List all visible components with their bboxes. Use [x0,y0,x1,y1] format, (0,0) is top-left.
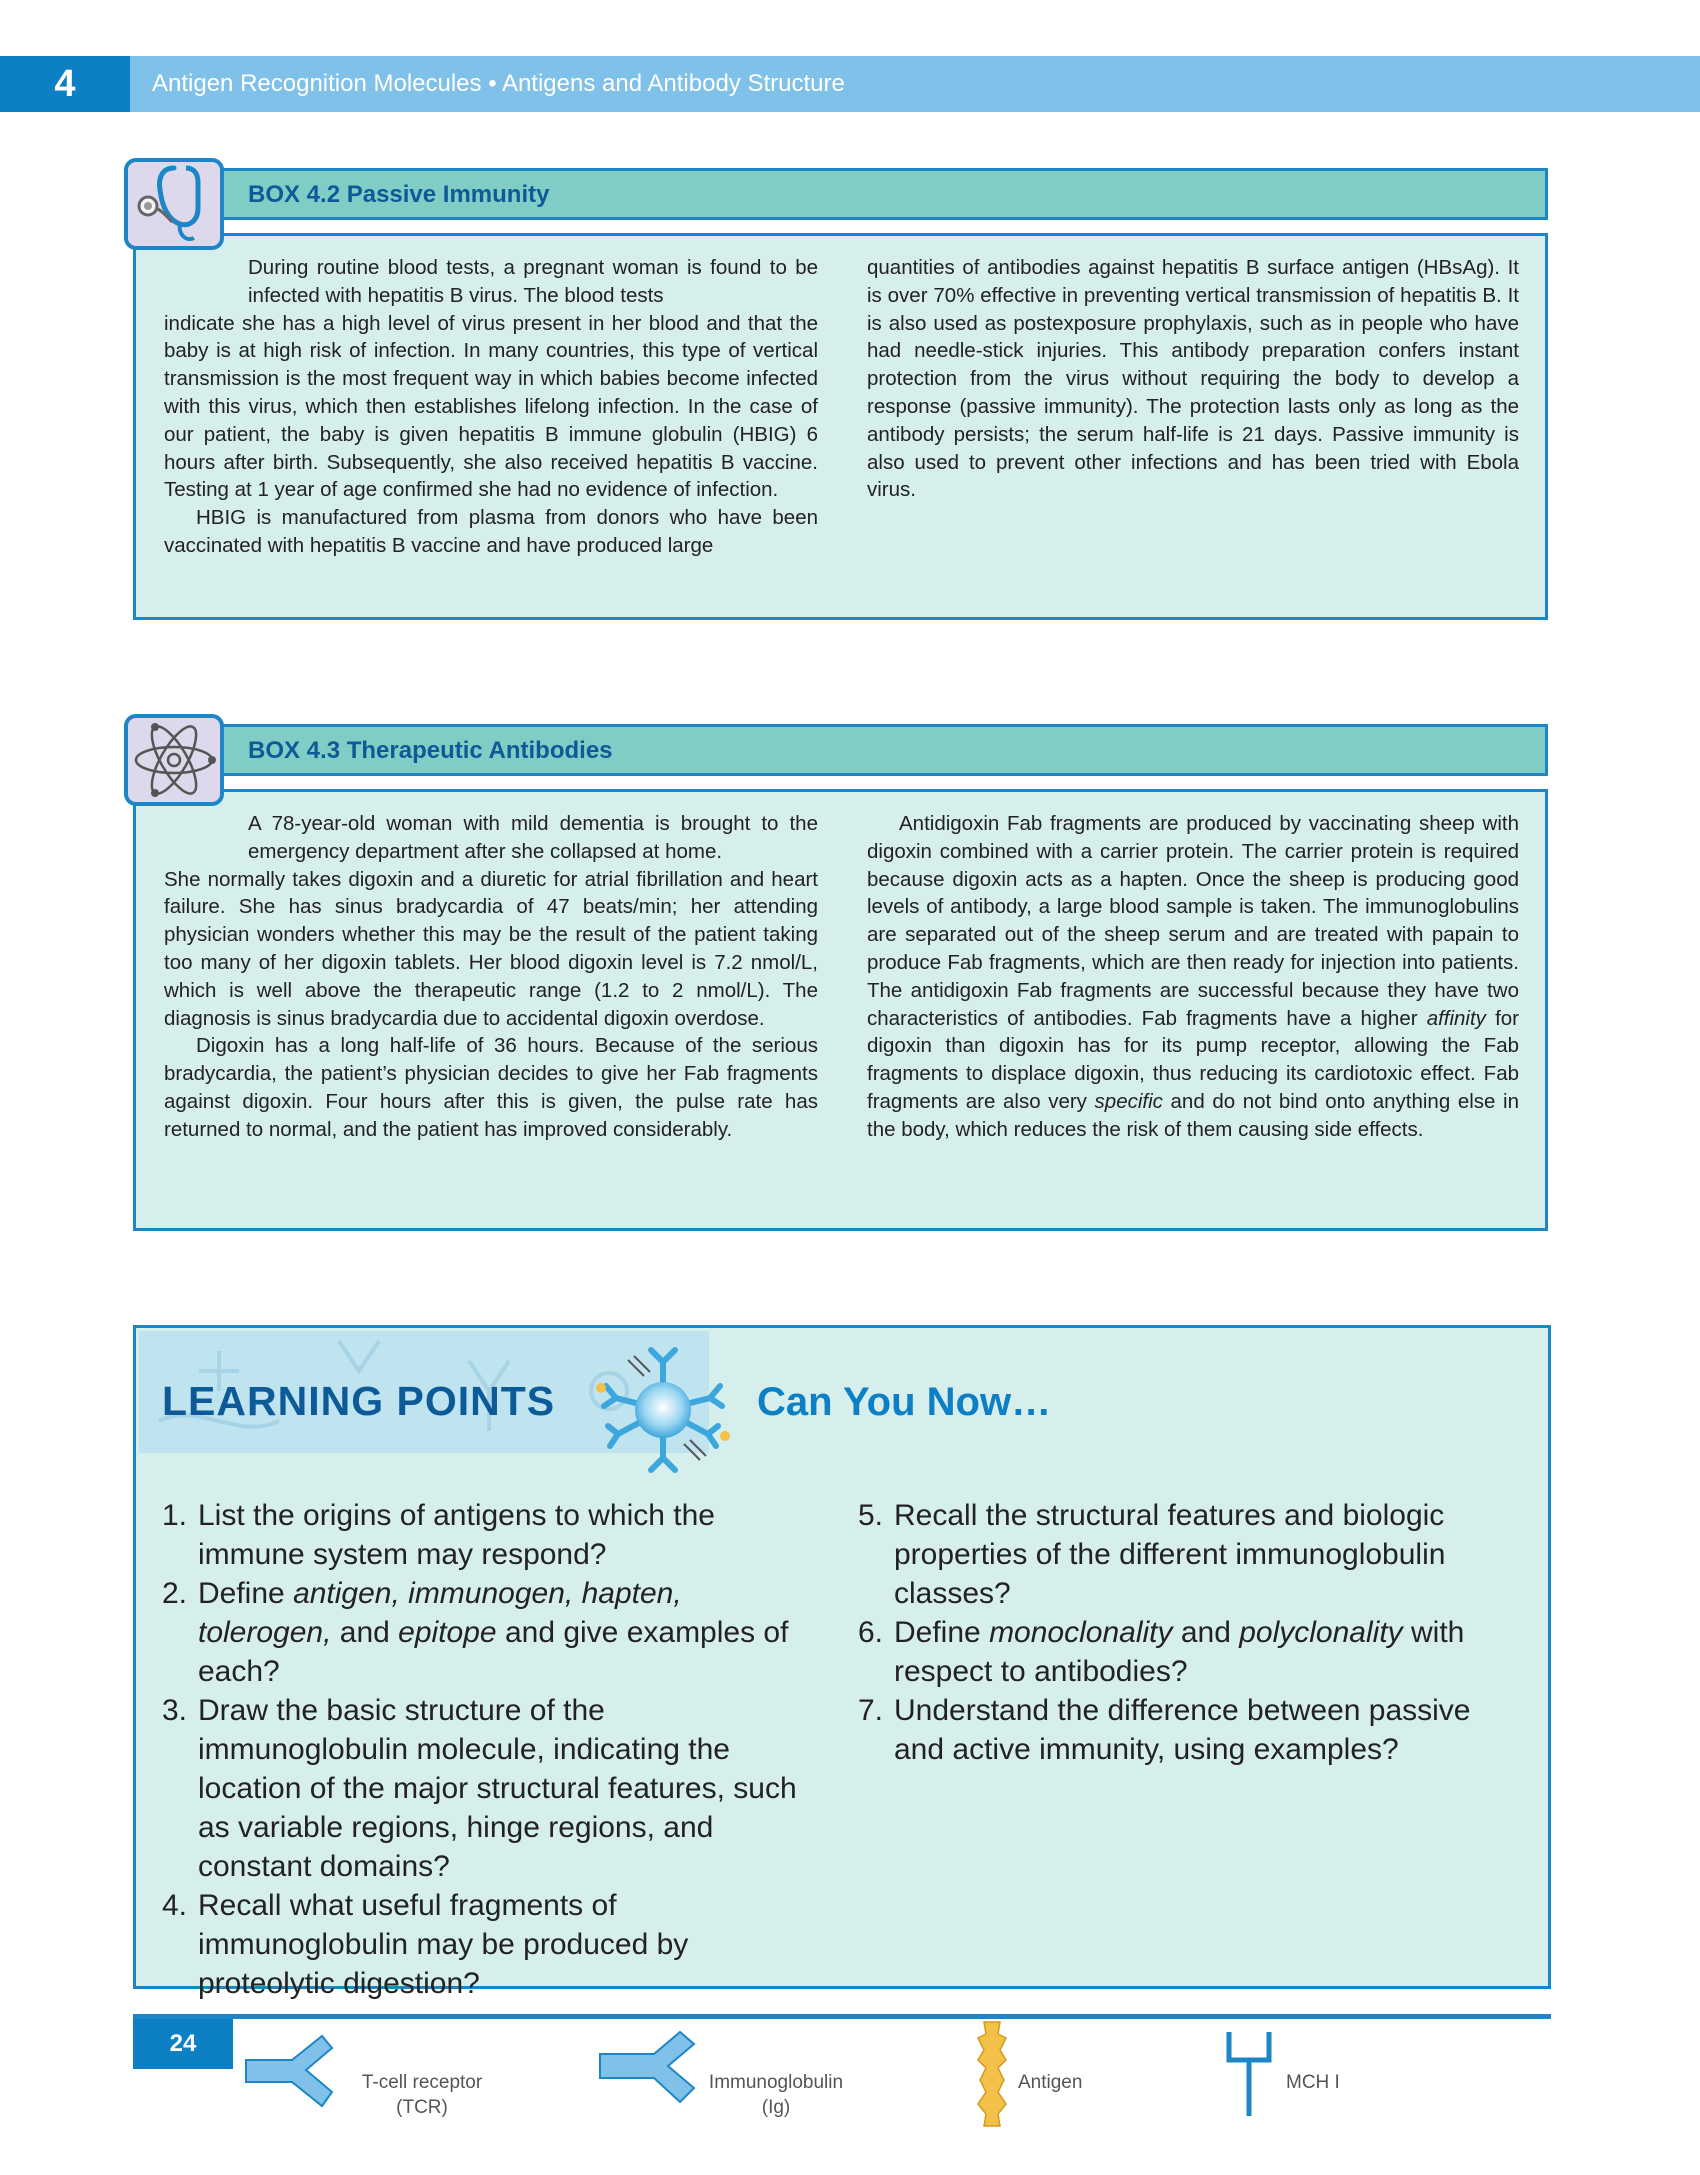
box-4-2-title-bar [192,168,1548,220]
item-term: polyclonality [1239,1616,1403,1649]
box-4-2-left-column [164,254,818,560]
list-item [162,1496,812,1574]
item-term: epitope [398,1616,497,1649]
box-4-3-title-bar [192,724,1548,776]
item-term: antigen, immunogen, hapten, tolerogen, [198,1577,682,1649]
legend-tcr-label [352,2070,492,2120]
item-text: and give examples of each? [198,1616,789,1688]
list-item [858,1691,1508,1769]
item-number: 4. [162,1889,188,1922]
item-text: and [1172,1616,1240,1649]
box-4-3-right-p1-part-a: Antidigoxin Fab fragments are produced by vaccinating sheep with digoxin combined with a carrier protein. The carrier protein is required because digoxin acts as a hapten. Once the sheep is producing good levels of antibody, a large blood sample is taken. The immunoglobulins are separated out of the sheep serum and are treated with papain to produce Fab fragments, which are then ready for injection into patients. The antidigoxin Fab fragments are successful because they have two characteristics of antibodies. Fab fragments have a higher [867,812,1519,1030]
chapter-number: 4 [0,56,130,112]
box-4-2-left-p1-rest: indicate she has a high level of virus present in her blood and that the baby is at high risk of infection. In many countries, this type of vertical transmission is the most frequent way in which babies become infected with this virus, which then establishes lifelong infection. In the case of our patient, the baby is given hepatitis B immune globulin (HBIG) 6 hours after birth. Subsequently, she also received hepatitis B vaccine. Testing at 1 year of age confirmed she had no evidence of infection. [164,311,818,502]
page-number: 24 [133,2019,233,2069]
footer-rule [133,2014,1551,2019]
running-title: Antigen Recognition Molecules • Antigens and Antibody Structure [152,70,845,97]
box-4-2-right-p1: quantities of antibodies against hepatitis B surface antigen (HBsAg). It is over 70% effective in preventing vertical transmission of hepatitis B. It is also used as postexposure prophylaxis, such as in people who have had needle-stick injuries. This antibody preparation confers instant protection from the virus without requiring the body to develop a response (passive immunity). The protection lasts only as long as the antibody persists; the serum half-life is 21 days. Passive immunity is also used to prevent other infections and has been tried with Ebola virus. [867,256,1519,502]
immune-cell-icon [588,1340,738,1480]
item-text: Define [198,1577,294,1610]
item-term: monoclonality [989,1616,1173,1649]
item-text: Draw the basic structure of the immunoglobulin molecule, indicating the location of the major structural features, such as variable regions, hinge regions, and constant domains? [198,1694,797,1883]
learning-points-list-right [858,1496,1508,1769]
box-4-2-left-p1-lead: During routine blood tests, a pregnant woman is found to be infected with hepatitis B virus. The blood tests [248,256,818,307]
item-text: Understand the difference between passive and active immunity, using examples? [894,1694,1471,1766]
legend-tcr-line1: T-cell receptor [361,2072,483,2093]
box-4-2-left-p1 [164,254,818,504]
box-4-2-right-column [867,254,1519,504]
legend-ig-line2: (Ig) [761,2097,791,2118]
box-4-3-right-p1-part-b: for digoxin than digoxin has for its pump receptor, allowing the Fab fragments to displace digoxin, thus reducing its cardiotoxic effect. Fab fragments are also very [867,1006,1519,1113]
item-number: 3. [162,1694,188,1727]
box-4-2-icon-frame [124,158,224,250]
item-number: 1. [162,1499,188,1532]
item-text: and [331,1616,399,1649]
box-4-3-left-p1-lead: A 78-year-old woman with mild dementia is brought to the emergency department after she collapsed at home. [248,812,818,863]
box-4-2-title: BOX 4.2 Passive Immunity [248,181,550,208]
box-4-3-left-p1 [164,810,818,1032]
box-4-3-left-p1-rest: She normally takes digoxin and a diuretic for atrial fibrillation and heart failure. She has sinus bradycardia of 47 beats/min; her attending physician wonders whether this may be the result of the patient taking too many of her digoxin tablets. Her blood digoxin level is 7.2 nmol/L, which is well above the therapeutic range (1.2 to 2 nmol/L). The diagnosis is sinus bradycardia due to accidental digoxin overdose. [164,867,818,1030]
tcr-legend-icon [244,2030,334,2120]
box-4-3-right-p1-part-c: and do not bind onto anything else in the body, which reduces the risk of them causing side effects. [867,1089,1519,1141]
affinity-term: affinity [1426,1006,1486,1030]
item-number: 5. [858,1499,884,1532]
item-number: 2. [162,1577,188,1610]
item-text: with respect to antibodies? [894,1616,1465,1688]
antigen-legend-icon [972,2020,1012,2128]
mhc-legend-icon [1224,2030,1274,2120]
legend-mhc-label: MCH I [1286,2072,1340,2093]
list-item [858,1496,1508,1613]
item-number: 6. [858,1616,884,1649]
learning-points-subheading: Can You Now… [757,1380,1052,1424]
box-4-3-right-column [867,810,1519,1144]
box-4-2-left-p2: HBIG is manufactured from plasma from donors who have been vaccinated with hepatitis B vaccine and have produced large [164,506,818,557]
legend-ig-label [706,2070,846,2120]
box-4-3-left-column [164,810,818,1144]
item-text: List the origins of antigens to which the immune system may respond? [198,1499,715,1571]
list-item [162,1886,812,2003]
item-number: 7. [858,1694,884,1727]
legend-ig-line1: Immunoglobulin [708,2072,844,2093]
learning-points-list-left [162,1496,812,2003]
item-text: Recall the structural features and biologic properties of the different immunoglobulin classes? [894,1499,1446,1610]
list-item [162,1691,812,1886]
list-item [858,1613,1508,1691]
specific-term: specific [1094,1089,1163,1113]
box-4-3-left-p2: Digoxin has a long half-life of 36 hours. Because of the serious bradycardia, the patient’s physician decides to give her Fab fragments against digoxin. Four hours after this is given, the pulse rate has returned to normal, and the patient has improved considerably. [164,1034,818,1141]
item-text: Define [894,1616,990,1649]
immunoglobulin-legend-icon [598,2030,698,2110]
atom-icon [128,718,220,802]
stethoscope-icon [128,162,220,246]
list-item [162,1574,812,1691]
box-4-3-icon-frame [124,714,224,806]
legend-tcr-line2: (TCR) [396,2097,448,2118]
legend-antigen-label: Antigen [1018,2072,1083,2093]
item-text: Recall what useful fragments of immunoglobulin may be produced by proteolytic digestion? [198,1889,689,2000]
box-4-3-title: BOX 4.3 Therapeutic Antibodies [248,737,613,764]
learning-points-heading: LEARNING POINTS [162,1378,556,1424]
box-4-3-right-p1 [867,810,1519,1144]
